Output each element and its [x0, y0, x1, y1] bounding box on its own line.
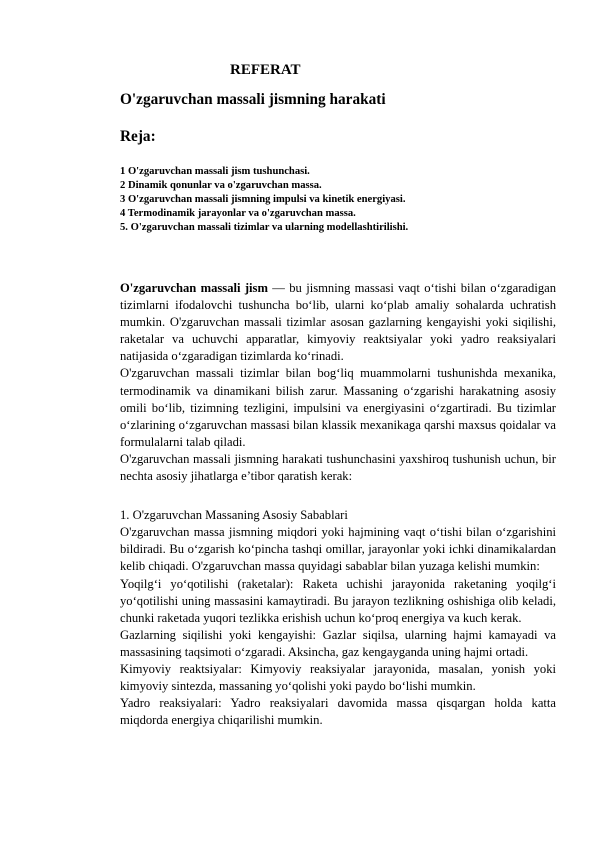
intro-paragraph [120, 280, 556, 365]
section-paragraph: Kimyoviy reaktsiyalar: Kimyoviy reaksiyalar jarayonida, masalan, yonish yoki kimyoviy sintezda, massaning yo‘qolishi yoki paydo bo‘lishi mumkin. [120, 661, 556, 694]
plan-item: 1 O'zgaruvchan massali jism tushunchasi. [120, 166, 310, 177]
plan-item: 4 Termodinamik jarayonlar va o'zgaruvchan massa. [120, 208, 356, 219]
intro-definition: — bu jismning massasi vaqt o‘tishi bilan o‘zgaradigan tizimlarni ifodalovchi tushuncha bo‘lib, ularni ko‘plab amaliy sohalarda uchratish mumkin. O'zgaruvchan massali tizimlar asosan gazlarning kengayishi yoki siqilishi, raketalar va uchuvchi apparatlar, kimyoviy reaktsiyalar yoki yadro reaksiyalari natijasida o‘zgaradigan tizimlarda ko‘rinadi. [120, 281, 557, 364]
section-paragraph: O'zgaruvchan massa jismning miqdori yoki hajmining vaqt o‘tishi bilan o‘zgarishini bildiradi. Bu o‘zgarish ko‘pincha tashqi omillar, jarayonlar yoki ichki dinamikalardan kelib chiqadi. O'zgaruvchan massa quyidagi sabablar bilan yuzaga kelishi mumkin: [120, 525, 556, 574]
plan-title: Reja: [120, 128, 156, 145]
defined-term: O'zgaruvchan massali jism [120, 281, 268, 295]
section-paragraph: Yadro reaksiyalari: Yadro reaksiyalari davomida massa qisqargan holda katta miqdorda energiya chiqarilishi mumkin. [120, 696, 556, 728]
plan-list [120, 165, 408, 235]
section-paragraph: Yoqilg‘i yo‘qotilishi (raketalar): Raketa uchishi jarayonida raketaning yoqilg‘i yo‘qotilishi uning massasini kamaytiradi. Bu jarayon tezlikning oshishiga olib keladi, chunki raketada yuqori tezlikka erishish uchun ko‘proq energiya va kuch kerak. [120, 576, 556, 625]
section-gap [120, 485, 556, 507]
body-text [120, 280, 556, 729]
intro-paragraph-3: O'zgaruvchan massali jismning harakati tushunchasini yaxshiroq tushunish uchun, bir nechta asosiy jihatlarga e’tibor qaratish kerak: [120, 451, 556, 484]
plan-item: 2 Dinamik qonunlar va o'zgaruvchan massa. [120, 180, 322, 191]
document-header: REFERAT [230, 62, 301, 78]
section-heading: 1. O'zgaruvchan Massaning Asosiy Sabablari [120, 508, 348, 523]
section-paragraph: Gazlarning siqilishi yoki kengayishi: Gazlar siqilsa, ularning hajmi kamayadi va massasining taqsimoti o‘zgaradi. Aksincha, gaz kengayganda uning hajmi ortadi. [120, 627, 556, 659]
document-title: O'zgaruvchan massali jismning harakati [120, 91, 386, 108]
intro-paragraph-2: O'zgaruvchan massali tizimlar bilan bog‘liq muammolarni tushunishda mexanika, termodinamik va dinamikani bilish zarur. Massaning o‘zgarishi harakatning asosiy omili bo‘lib, tizimning tezligini, impulsini va energiyasini o‘zgartiradi. Bu tizimlar o‘zlarining o‘zgaruvchan massasi bilan klassik mexanikaga qarshi maxsus qoidalar va formulalarni talab qiladi. [120, 366, 556, 449]
plan-item: 3 O'zgaruvchan massali jismning impulsi va kinetik energiyasi. [120, 194, 406, 205]
plan-item: 5. O'zgaruvchan massali tizimlar va ularning modellashtirilishi. [120, 222, 409, 233]
